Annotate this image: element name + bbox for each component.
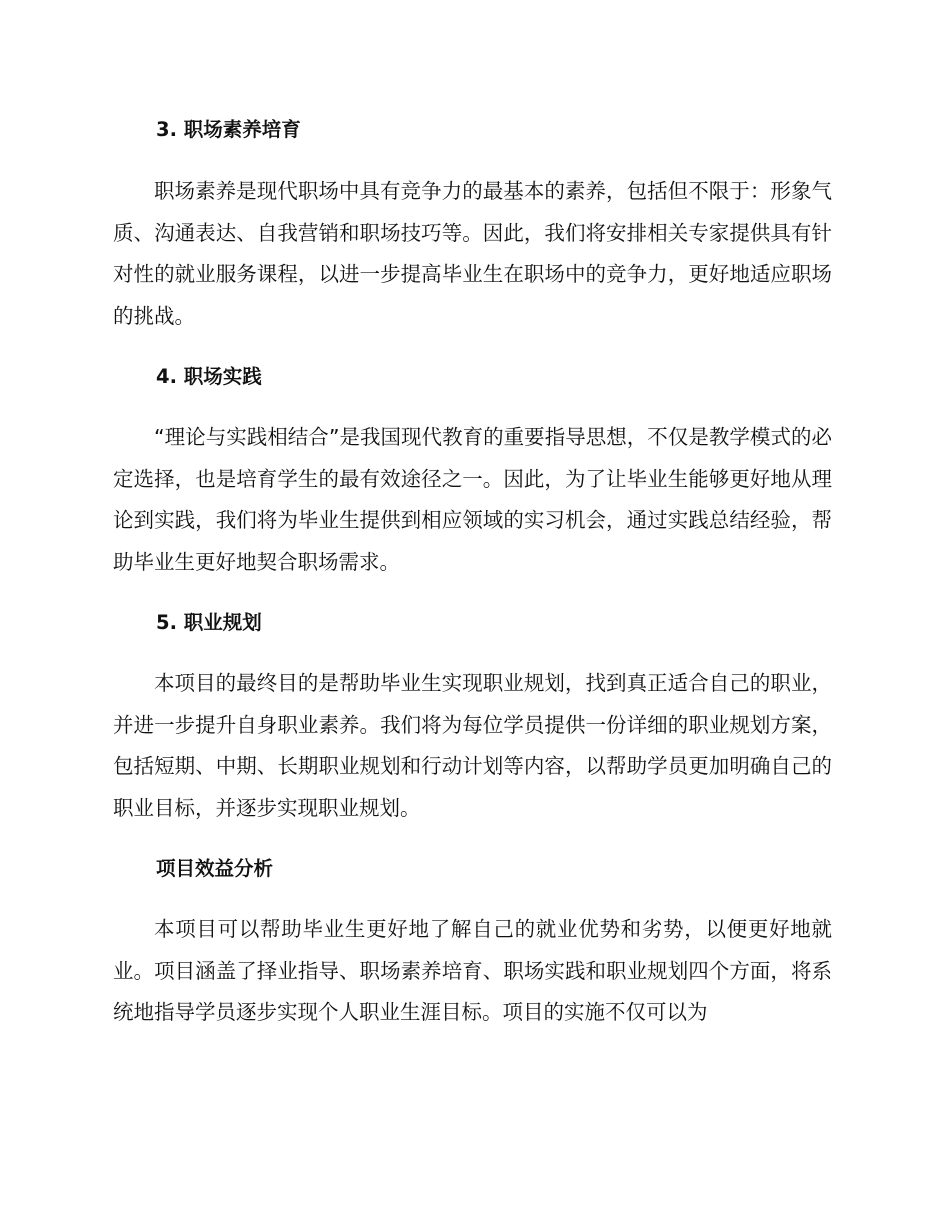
section-heading-career-literacy: 3. 职场素养培育 — [156, 118, 301, 141]
section-paragraph-benefit-analysis: 本项目可以帮助毕业生更好地了解自己的就业优势和劣势，以便更好地就业。项目涵盖了择业指导、职场素养培育、职场实践和职业规划四个方面，将系统地指导学员逐步实现个人职业生涯目标。项目的实施不仅可以为 — [113, 917, 832, 1024]
section-paragraph-career-literacy: 职场素养是现代职场中具有竞争力的最基本的素养，包括但不限于：形象气质、沟通表达、自我营销和职场技巧等。因此，我们将安排相关专家提供具有针对性的就业服务课程，以进一步提高毕业生在职场中的竞争力，更好地适应职场的挑战。 — [113, 179, 832, 328]
section-heading-workplace-practice: 4. 职场实践 — [156, 365, 262, 388]
section-paragraph-career-planning: 本项目的最终目的是帮助毕业生实现职业规划，找到真正适合自己的职业，并进一步提升自身职业素养。我们将为每位学员提供一份详细的职业规划方案，包括短期、中期、长期职业规划和行动计划等内容，以帮助学员更加明确自己的职业目标，并逐步实现职业规划。 — [113, 671, 832, 820]
section-heading-career-planning: 5. 职业规划 — [156, 611, 262, 634]
section-heading-benefit-analysis: 项目效益分析 — [156, 857, 274, 880]
section-paragraph-workplace-practice: “理论与实践相结合”是我国现代教育的重要指导思想，不仅是教学模式的必定选择，也是培育学生的最有效途径之一。因此，为了让毕业生能够更好地从理论到实践，我们将为毕业生提供到相应领域的实习机会，通过实践总结经验，帮助毕业生更好地契合职场需求。 — [113, 425, 832, 574]
